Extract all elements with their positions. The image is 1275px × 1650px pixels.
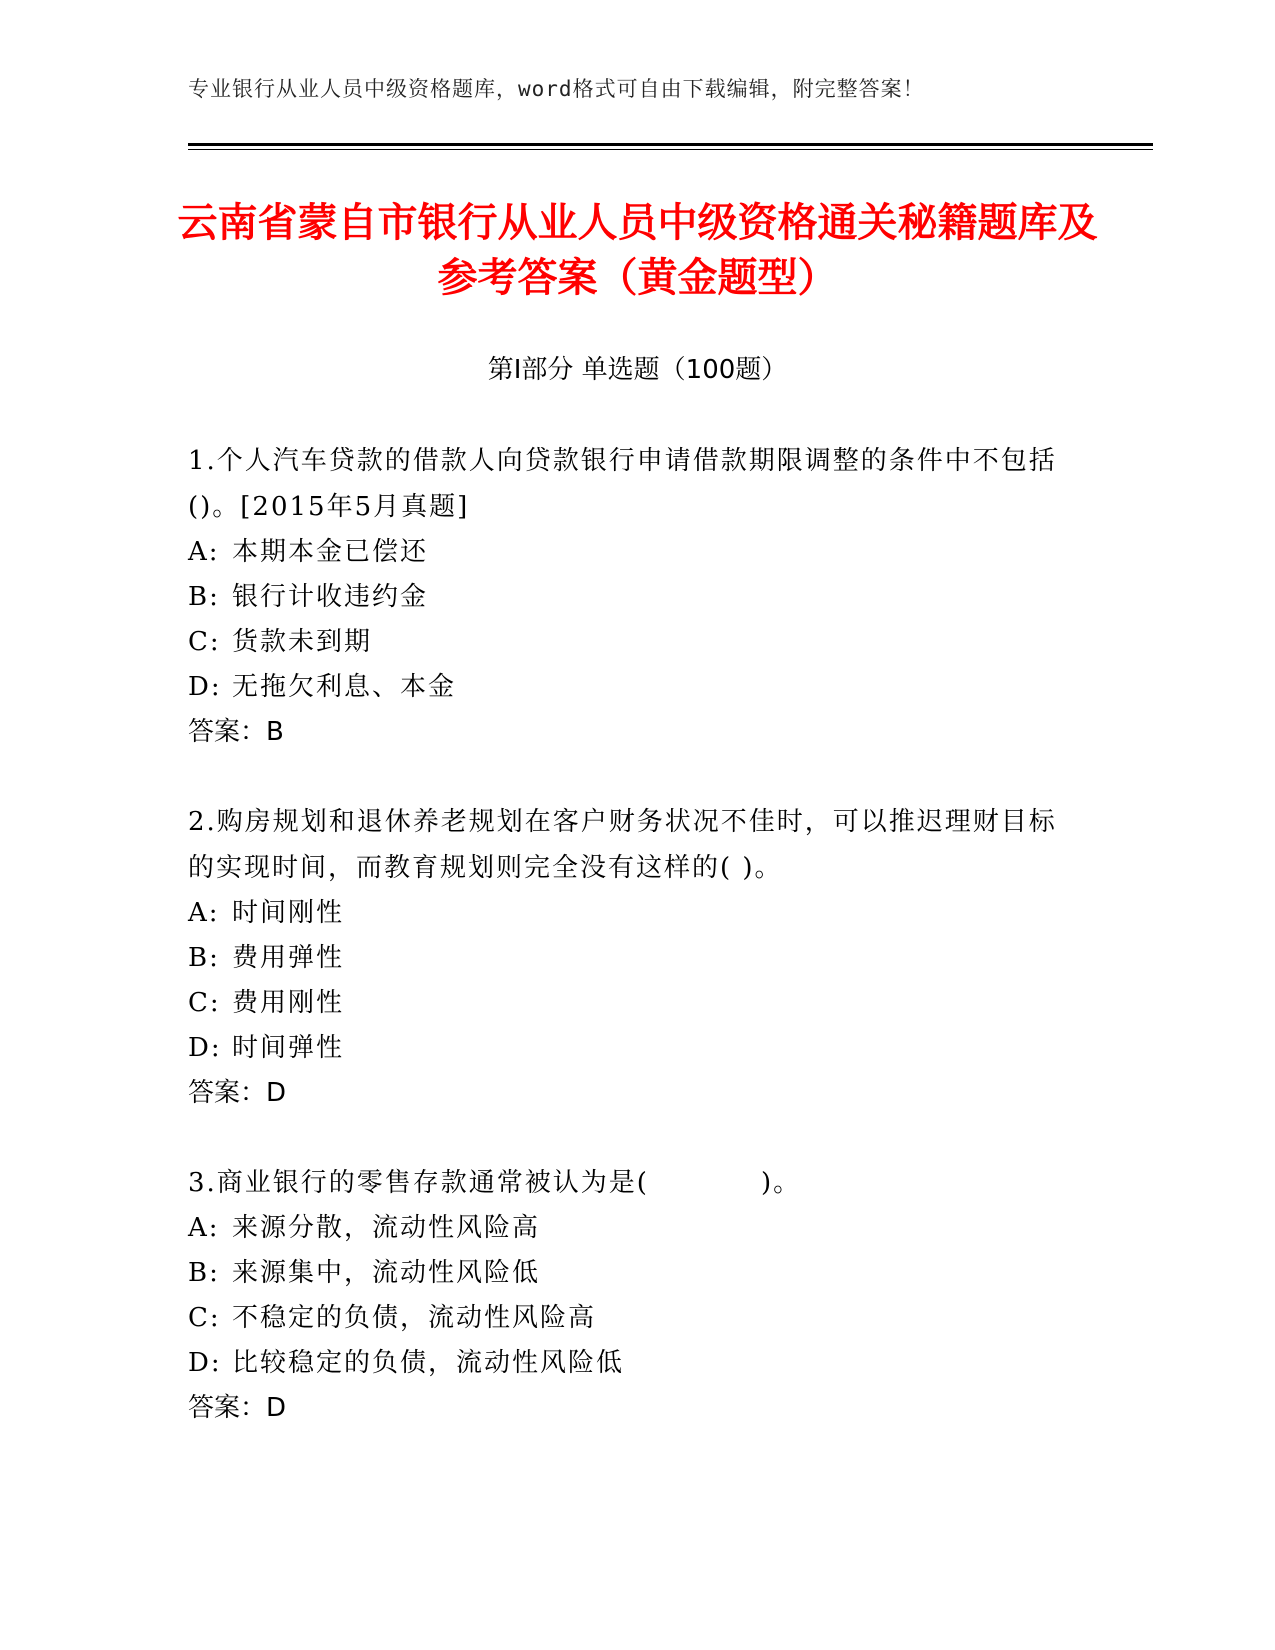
option-text: 费用刚性 (232, 988, 345, 1018)
option-letter: B: (188, 582, 220, 612)
option-a (188, 891, 1068, 936)
option-text: 货款未到期 (232, 627, 373, 657)
option-c (188, 620, 1068, 665)
question-list (188, 438, 1068, 1475)
option-text: 本期本金已偿还 (232, 537, 429, 567)
option-c (188, 981, 1068, 1026)
option-text: 时间刚性 (232, 898, 345, 928)
answer: 答案：D (188, 1078, 287, 1108)
option-text: 来源分散，流动性风险高 (232, 1213, 541, 1243)
question-stem: 2.购房规划和退休养老规划在客户财务状况不佳时，可以推迟理财目标的实现时间，而教育规划则完全没有这样的( )。 (188, 807, 1057, 883)
option-a (188, 1206, 1068, 1251)
option-d (188, 1341, 1068, 1386)
question-3 (188, 1160, 1068, 1431)
option-d (188, 1026, 1068, 1071)
option-letter: D: (188, 1033, 222, 1063)
option-letter: A: (188, 1213, 220, 1243)
option-c (188, 1296, 1068, 1341)
header-rule-thin (188, 149, 1153, 150)
option-text: 不稳定的负债，流动性风险高 (232, 1303, 597, 1333)
option-text: 费用弹性 (232, 943, 345, 973)
section-heading: 第Ⅰ部分 单选题（100题） (487, 355, 788, 385)
document-title: 云南省蒙自市银行从业人员中级资格通关秘籍题库及参考答案（黄金题型） (177, 200, 1098, 301)
option-text: 无拖欠利息、本金 (232, 672, 457, 702)
question-1 (188, 438, 1068, 755)
option-letter: A: (188, 537, 220, 567)
option-text: 银行计收违约金 (232, 582, 429, 612)
option-letter: A: (188, 898, 220, 928)
header-rule-thick (188, 143, 1153, 146)
option-b (188, 936, 1068, 981)
answer: 答案：B (188, 717, 284, 747)
option-text: 比较稳定的负债，流动性风险低 (232, 1348, 625, 1378)
option-letter: C: (188, 988, 221, 1018)
option-b (188, 1251, 1068, 1296)
option-letter: B: (188, 1258, 220, 1288)
option-letter: D: (188, 672, 222, 702)
question-stem: 3.商业银行的零售存款通常被认为是( )。 (188, 1168, 802, 1198)
option-text: 来源集中，流动性风险低 (232, 1258, 541, 1288)
option-a (188, 530, 1068, 575)
option-b (188, 575, 1068, 620)
answer: 答案：D (188, 1393, 287, 1423)
option-text: 时间弹性 (232, 1033, 345, 1063)
question-stem: 1.个人汽车贷款的借款人向贷款银行申请借款期限调整的条件中不包括()。[2015年5月真题] (188, 446, 1057, 522)
option-letter: C: (188, 627, 221, 657)
option-letter: D: (188, 1348, 222, 1378)
option-letter: C: (188, 1303, 221, 1333)
option-d (188, 665, 1068, 710)
option-letter: B: (188, 943, 220, 973)
header-note: 专业银行从业人员中级资格题库，word格式可自由下载编辑，附完整答案！ (188, 77, 925, 101)
question-2 (188, 799, 1068, 1116)
